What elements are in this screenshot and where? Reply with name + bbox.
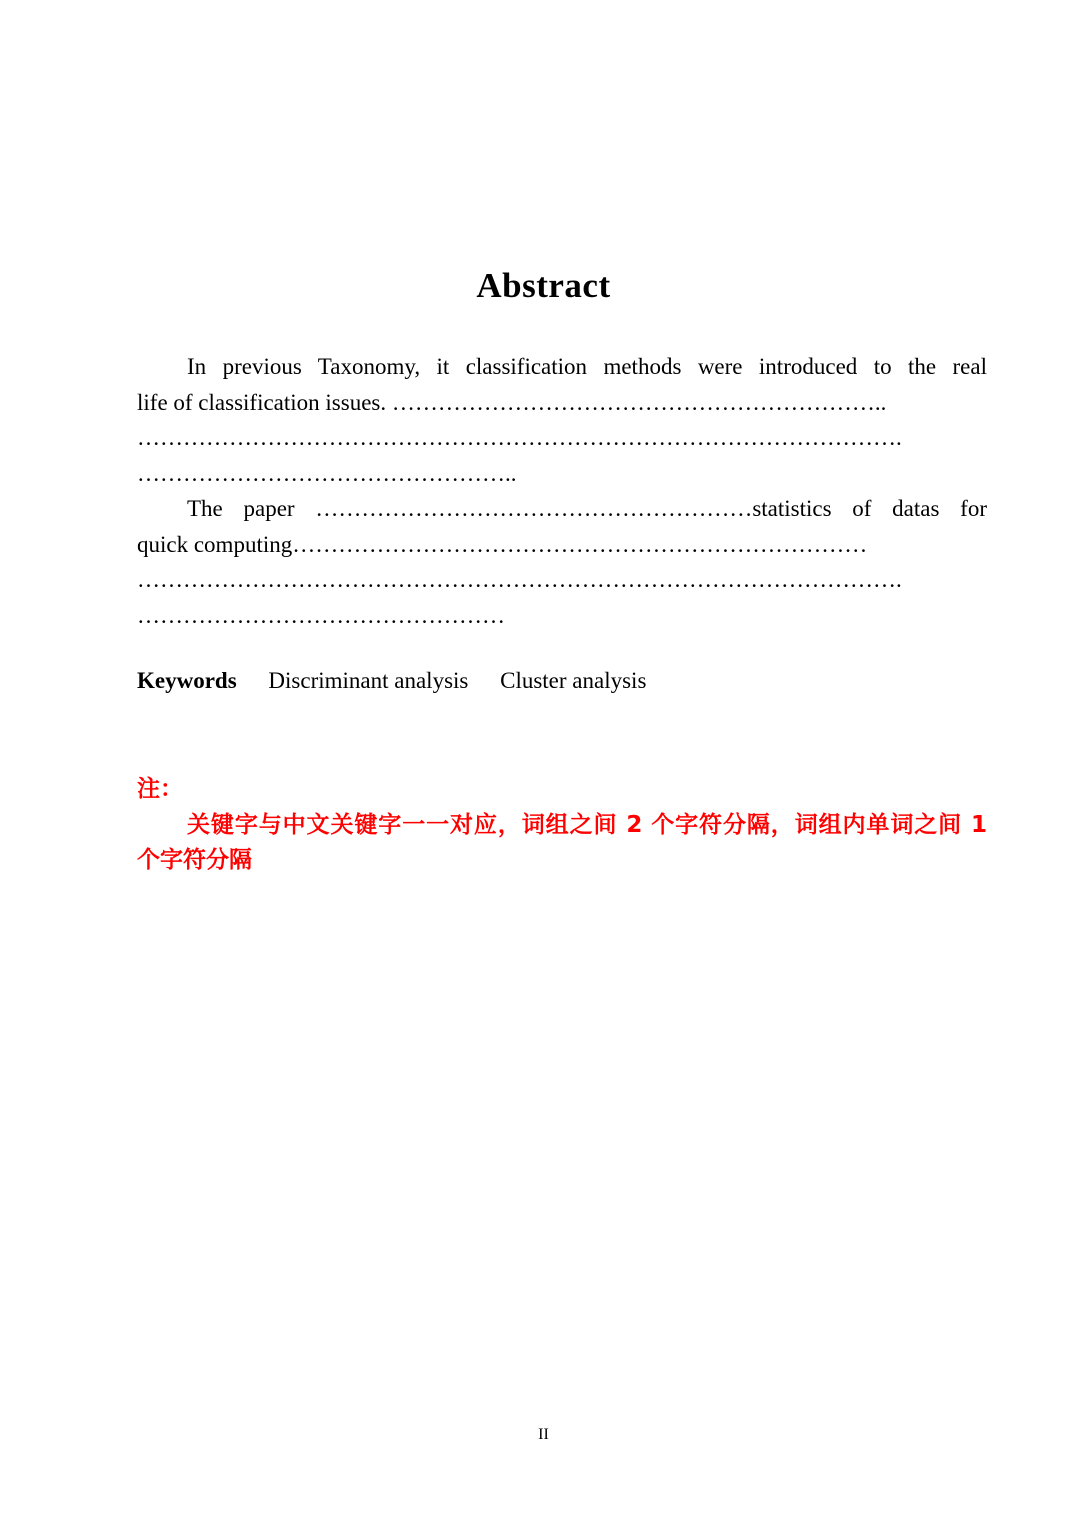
paragraph-line: ………………………………………………………………………………………. [137, 567, 902, 592]
keywords-line [137, 668, 672, 694]
keyword-item: Cluster analysis [500, 668, 647, 693]
paragraph-line: ………………………………………………………………………………………. [137, 425, 902, 450]
paragraph-line: ………………………………………… [137, 602, 505, 628]
paragraph-line: life of classification issues. ……………………………………………………….. [137, 389, 887, 415]
page-number: II [538, 1426, 549, 1443]
abstract-paragraph-1 [137, 349, 987, 491]
note-text: 关键字与中文关键字一一对应，词组之间 2 个字符分隔，词组内单词之间 1 个字符分隔 [137, 811, 987, 873]
abstract-body [137, 349, 987, 633]
red-note [137, 772, 987, 879]
paragraph-line: In previous Taxonomy, it classification methods were introduced to the real [187, 354, 987, 379]
paragraph-line: ………………………………………….. [137, 460, 517, 486]
paragraph-line: quick computing………………………………………………………………… [137, 531, 868, 557]
keyword-item: Discriminant analysis [268, 668, 469, 693]
abstract-paragraph-2 [137, 491, 987, 633]
keywords-label: Keywords [137, 668, 237, 693]
abstract-title: Abstract [476, 266, 611, 305]
note-label: 注： [137, 776, 183, 802]
paragraph-line: The paper …………………………………………………statistics of datas for [187, 496, 987, 521]
